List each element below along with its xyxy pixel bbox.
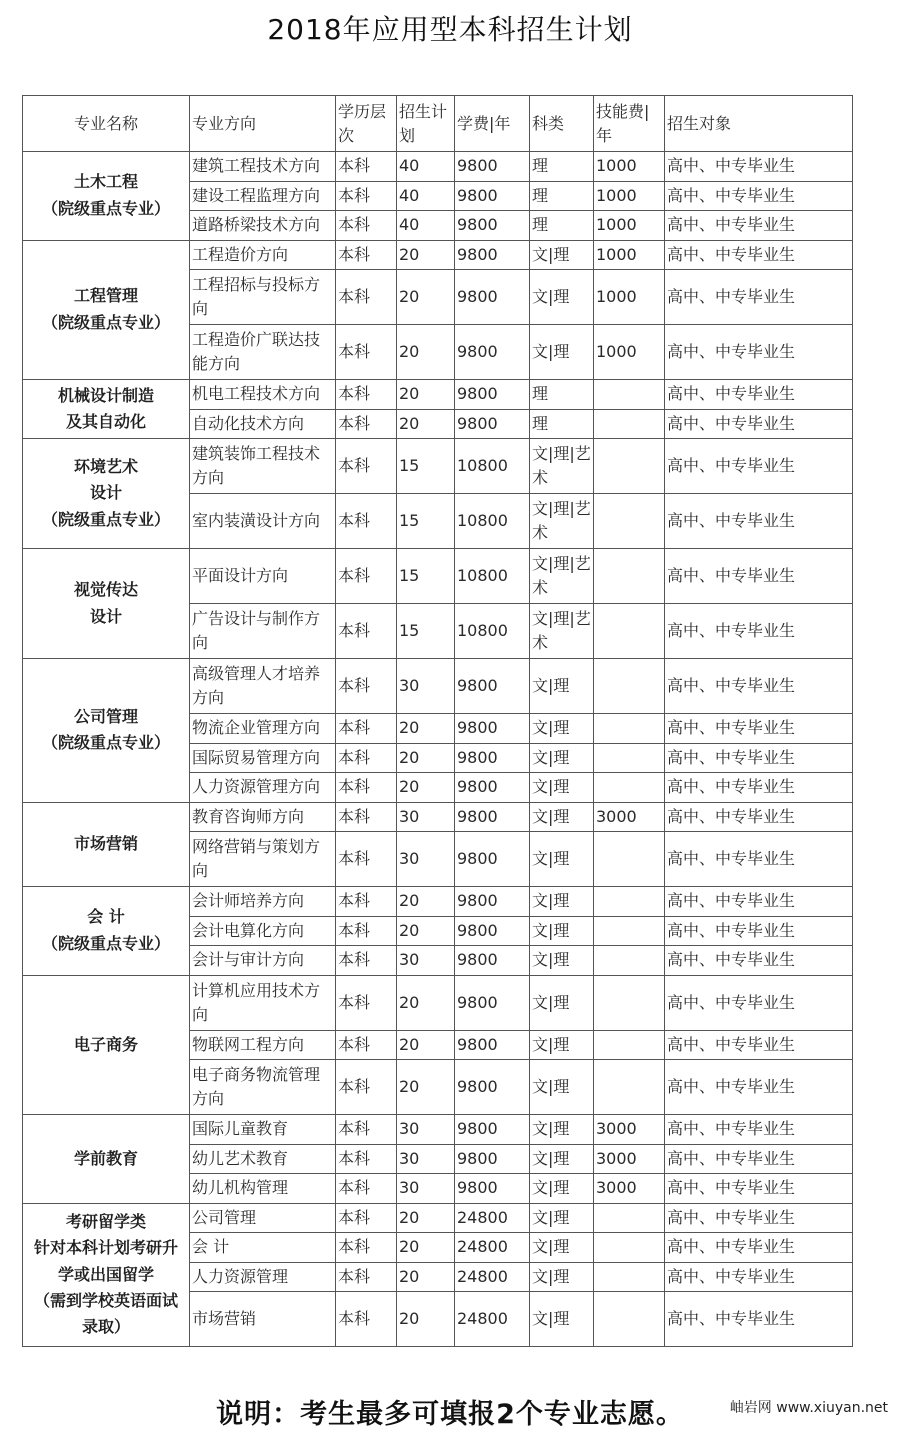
- cell-skill-fee: [594, 1203, 665, 1233]
- cell-direction: 计算机应用技术方向: [190, 975, 336, 1030]
- cell-level: 本科: [336, 887, 397, 917]
- cell-level: 本科: [336, 494, 397, 549]
- major-name-line: 考研留学类: [65, 1211, 146, 1231]
- cell-quota: 20: [397, 1030, 455, 1060]
- enrollment-plan-table: [22, 95, 853, 1347]
- cell-target: 高中、中专毕业生: [665, 152, 853, 182]
- cell-target: 高中、中专毕业生: [665, 604, 853, 659]
- cell-direction: 电子商务物流管理方向: [190, 1060, 336, 1115]
- cell-category: 文|理: [530, 975, 594, 1030]
- table-row: [23, 549, 853, 604]
- cell-quota: 20: [397, 380, 455, 410]
- cell-target: 高中、中专毕业生: [665, 549, 853, 604]
- watermark: 岫岩网 www.xiuyan.net: [729, 1400, 888, 1416]
- cell-fee: 9800: [455, 946, 530, 976]
- major-name-line: 设计: [89, 483, 122, 503]
- cell-level: 本科: [336, 1203, 397, 1233]
- cell-direction: 公司管理: [190, 1203, 336, 1233]
- cell-quota: 20: [397, 325, 455, 380]
- cell-fee: 9800: [455, 270, 530, 325]
- major-name-line: （院级重点专业）: [41, 198, 170, 218]
- cell-category: 理: [530, 380, 594, 410]
- cell-target: 高中、中专毕业生: [665, 887, 853, 917]
- cell-target: 高中、中专毕业生: [665, 832, 853, 887]
- cell-category: 理: [530, 181, 594, 211]
- header-major: 专业名称: [23, 96, 190, 152]
- cell-target: 高中、中专毕业生: [665, 1174, 853, 1204]
- cell-fee: 9800: [455, 832, 530, 887]
- major-name-line: （院级重点专业）: [41, 509, 170, 529]
- cell-level: 本科: [336, 325, 397, 380]
- major-name-line: 机械设计制造: [57, 385, 154, 405]
- cell-category: 理: [530, 152, 594, 182]
- cell-fee: 10800: [455, 604, 530, 659]
- cell-category: 文|理: [530, 773, 594, 803]
- cell-direction: 建筑工程技术方向: [190, 152, 336, 182]
- cell-fee: 24800: [455, 1233, 530, 1263]
- cell-direction: 自动化技术方向: [190, 409, 336, 439]
- cell-major-name: [23, 1203, 190, 1347]
- cell-category: 文|理: [530, 1233, 594, 1263]
- cell-fee: 9800: [455, 1174, 530, 1204]
- cell-level: 本科: [336, 1262, 397, 1292]
- major-name-line: 工程管理: [73, 286, 138, 306]
- header-skill-fee: 技能费|年: [594, 96, 665, 152]
- cell-category: 理: [530, 409, 594, 439]
- major-name-line: 设计: [89, 606, 122, 626]
- cell-skill-fee: 3000: [594, 1115, 665, 1145]
- cell-quota: 20: [397, 1203, 455, 1233]
- cell-level: 本科: [336, 439, 397, 494]
- major-name-line: 学前教育: [73, 1148, 138, 1168]
- table-row: [23, 975, 853, 1030]
- cell-skill-fee: 1000: [594, 152, 665, 182]
- cell-direction: 工程造价方向: [190, 240, 336, 270]
- cell-skill-fee: [594, 1060, 665, 1115]
- cell-category: 文|理: [530, 1203, 594, 1233]
- cell-category: 文|理: [530, 802, 594, 832]
- cell-direction: 会 计: [190, 1233, 336, 1263]
- cell-level: 本科: [336, 773, 397, 803]
- cell-level: 本科: [336, 714, 397, 744]
- table-header-row: [23, 96, 853, 152]
- cell-major-name: [23, 549, 190, 659]
- cell-skill-fee: [594, 743, 665, 773]
- cell-fee: 9800: [455, 409, 530, 439]
- cell-level: 本科: [336, 380, 397, 410]
- cell-major-name: [23, 975, 190, 1115]
- cell-quota: 20: [397, 916, 455, 946]
- cell-direction: 人力资源管理: [190, 1262, 336, 1292]
- cell-fee: 10800: [455, 439, 530, 494]
- cell-target: 高中、中专毕业生: [665, 181, 853, 211]
- cell-skill-fee: [594, 439, 665, 494]
- table-row: [23, 152, 853, 182]
- cell-direction: 道路桥梁技术方向: [190, 211, 336, 241]
- cell-major-name: [23, 152, 190, 241]
- cell-quota: 15: [397, 439, 455, 494]
- cell-level: 本科: [336, 916, 397, 946]
- cell-skill-fee: [594, 1233, 665, 1263]
- major-name-line: （院级重点专业）: [41, 733, 170, 753]
- cell-target: 高中、中专毕业生: [665, 743, 853, 773]
- cell-direction: 室内装潢设计方向: [190, 494, 336, 549]
- cell-target: 高中、中专毕业生: [665, 773, 853, 803]
- cell-direction: 会计与审计方向: [190, 946, 336, 976]
- cell-direction: 市场营销: [190, 1292, 336, 1347]
- cell-major-name: [23, 887, 190, 976]
- cell-category: 文|理|艺术: [530, 439, 594, 494]
- cell-level: 本科: [336, 409, 397, 439]
- cell-target: 高中、中专毕业生: [665, 1030, 853, 1060]
- cell-skill-fee: [594, 549, 665, 604]
- cell-target: 高中、中专毕业生: [665, 1292, 853, 1347]
- cell-quota: 30: [397, 832, 455, 887]
- cell-category: 文|理: [530, 714, 594, 744]
- cell-level: 本科: [336, 181, 397, 211]
- table-row: [23, 887, 853, 917]
- cell-category: 文|理: [530, 270, 594, 325]
- cell-target: 高中、中专毕业生: [665, 659, 853, 714]
- cell-skill-fee: 1000: [594, 270, 665, 325]
- cell-fee: 9800: [455, 380, 530, 410]
- table-row: [23, 1203, 853, 1233]
- cell-fee: 9800: [455, 975, 530, 1030]
- cell-direction: 幼儿艺术教育: [190, 1144, 336, 1174]
- cell-fee: 9800: [455, 659, 530, 714]
- cell-direction: 物联网工程方向: [190, 1030, 336, 1060]
- cell-direction: 国际儿童教育: [190, 1115, 336, 1145]
- footnote: 说明：考生最多可填报2个专业志愿。: [216, 1399, 684, 1430]
- cell-quota: 20: [397, 1060, 455, 1115]
- cell-fee: 9800: [455, 325, 530, 380]
- cell-target: 高中、中专毕业生: [665, 380, 853, 410]
- cell-direction: 平面设计方向: [190, 549, 336, 604]
- cell-level: 本科: [336, 1292, 397, 1347]
- cell-quota: 30: [397, 1144, 455, 1174]
- cell-quota: 30: [397, 1174, 455, 1204]
- cell-level: 本科: [336, 1115, 397, 1145]
- cell-direction: 建筑装饰工程技术方向: [190, 439, 336, 494]
- cell-quota: 20: [397, 743, 455, 773]
- cell-level: 本科: [336, 1174, 397, 1204]
- cell-fee: 9800: [455, 1144, 530, 1174]
- cell-target: 高中、中专毕业生: [665, 1233, 853, 1263]
- cell-major-name: [23, 240, 190, 380]
- cell-skill-fee: 1000: [594, 240, 665, 270]
- cell-quota: 20: [397, 1262, 455, 1292]
- cell-quota: 20: [397, 714, 455, 744]
- cell-category: 文|理: [530, 325, 594, 380]
- cell-category: 文|理: [530, 240, 594, 270]
- cell-fee: 10800: [455, 494, 530, 549]
- cell-skill-fee: [594, 494, 665, 549]
- cell-target: 高中、中专毕业生: [665, 240, 853, 270]
- major-name-line: 环境艺术: [73, 456, 138, 476]
- cell-skill-fee: 3000: [594, 1174, 665, 1204]
- cell-direction: 工程招标与投标方向: [190, 270, 336, 325]
- cell-fee: 9800: [455, 1060, 530, 1115]
- cell-skill-fee: 1000: [594, 211, 665, 241]
- cell-quota: 20: [397, 1233, 455, 1263]
- cell-level: 本科: [336, 1233, 397, 1263]
- cell-fee: 10800: [455, 549, 530, 604]
- cell-quota: 40: [397, 211, 455, 241]
- cell-category: 文|理: [530, 659, 594, 714]
- major-name-line: 针对本科计划考研升: [33, 1238, 178, 1258]
- cell-category: 文|理: [530, 916, 594, 946]
- cell-fee: 9800: [455, 1115, 530, 1145]
- cell-target: 高中、中专毕业生: [665, 1262, 853, 1292]
- cell-skill-fee: [594, 380, 665, 410]
- cell-quota: 20: [397, 975, 455, 1030]
- cell-quota: 20: [397, 270, 455, 325]
- cell-category: 文|理: [530, 1115, 594, 1145]
- major-name-line: （院级重点专业）: [41, 933, 170, 953]
- cell-target: 高中、中专毕业生: [665, 975, 853, 1030]
- cell-fee: 24800: [455, 1262, 530, 1292]
- cell-category: 文|理: [530, 1060, 594, 1115]
- major-name-line: 市场营销: [73, 834, 138, 854]
- cell-skill-fee: [594, 916, 665, 946]
- cell-direction: 物流企业管理方向: [190, 714, 336, 744]
- major-name-line: 土木工程: [73, 172, 138, 192]
- header-level: 学历层次: [336, 96, 397, 152]
- table-row: [23, 659, 853, 714]
- header-target: 招生对象: [665, 96, 853, 152]
- cell-direction: 建设工程监理方向: [190, 181, 336, 211]
- cell-fee: 9800: [455, 714, 530, 744]
- header-category: 科类: [530, 96, 594, 152]
- cell-direction: 会计电算化方向: [190, 916, 336, 946]
- cell-quota: 40: [397, 181, 455, 211]
- cell-level: 本科: [336, 1144, 397, 1174]
- cell-level: 本科: [336, 802, 397, 832]
- cell-quota: 30: [397, 802, 455, 832]
- cell-skill-fee: [594, 604, 665, 659]
- cell-direction: 网络营销与策划方向: [190, 832, 336, 887]
- cell-target: 高中、中专毕业生: [665, 1060, 853, 1115]
- page-title: 2018年应用型本科招生计划: [267, 13, 633, 46]
- major-name-line: 及其自动化: [65, 412, 146, 431]
- cell-skill-fee: [594, 887, 665, 917]
- cell-level: 本科: [336, 152, 397, 182]
- cell-skill-fee: [594, 832, 665, 887]
- cell-quota: 40: [397, 152, 455, 182]
- cell-skill-fee: [594, 1292, 665, 1347]
- cell-quota: 20: [397, 240, 455, 270]
- cell-target: 高中、中专毕业生: [665, 714, 853, 744]
- cell-quota: 20: [397, 409, 455, 439]
- major-name-line: 公司管理: [73, 706, 138, 726]
- cell-skill-fee: [594, 1030, 665, 1060]
- cell-category: 文|理: [530, 1262, 594, 1292]
- cell-skill-fee: [594, 1262, 665, 1292]
- cell-level: 本科: [336, 211, 397, 241]
- cell-level: 本科: [336, 832, 397, 887]
- cell-target: 高中、中专毕业生: [665, 1115, 853, 1145]
- cell-skill-fee: [594, 975, 665, 1030]
- cell-quota: 30: [397, 946, 455, 976]
- cell-target: 高中、中专毕业生: [665, 1203, 853, 1233]
- cell-fee: 9800: [455, 887, 530, 917]
- cell-fee: 9800: [455, 152, 530, 182]
- cell-target: 高中、中专毕业生: [665, 1144, 853, 1174]
- cell-direction: 高级管理人才培养方向: [190, 659, 336, 714]
- header-fee: 学费|年: [455, 96, 530, 152]
- cell-quota: 30: [397, 659, 455, 714]
- table-row: [23, 1115, 853, 1145]
- cell-target: 高中、中专毕业生: [665, 946, 853, 976]
- cell-category: 文|理: [530, 1292, 594, 1347]
- cell-fee: 9800: [455, 916, 530, 946]
- cell-category: 文|理: [530, 1144, 594, 1174]
- table-row: [23, 802, 853, 832]
- cell-fee: 24800: [455, 1292, 530, 1347]
- cell-skill-fee: 1000: [594, 325, 665, 380]
- cell-skill-fee: [594, 659, 665, 714]
- cell-skill-fee: [594, 409, 665, 439]
- cell-category: 文|理|艺术: [530, 604, 594, 659]
- cell-skill-fee: 3000: [594, 802, 665, 832]
- header-quota: 招生计划: [397, 96, 455, 152]
- cell-skill-fee: 1000: [594, 181, 665, 211]
- cell-major-name: [23, 439, 190, 549]
- cell-quota: 30: [397, 1115, 455, 1145]
- cell-target: 高中、中专毕业生: [665, 211, 853, 241]
- cell-level: 本科: [336, 240, 397, 270]
- cell-level: 本科: [336, 604, 397, 659]
- cell-level: 本科: [336, 743, 397, 773]
- cell-quota: 15: [397, 604, 455, 659]
- cell-target: 高中、中专毕业生: [665, 494, 853, 549]
- cell-direction: 人力资源管理方向: [190, 773, 336, 803]
- cell-category: 文|理: [530, 832, 594, 887]
- major-name-line: 学或出国留学: [57, 1264, 154, 1284]
- cell-skill-fee: [594, 714, 665, 744]
- cell-category: 文|理|艺术: [530, 549, 594, 604]
- cell-major-name: [23, 802, 190, 887]
- major-name-line: 视觉传达: [73, 580, 138, 600]
- table-row: [23, 380, 853, 410]
- cell-direction: 广告设计与制作方向: [190, 604, 336, 659]
- table-body: [23, 152, 853, 1347]
- cell-skill-fee: [594, 946, 665, 976]
- cell-level: 本科: [336, 549, 397, 604]
- cell-fee: 9800: [455, 240, 530, 270]
- cell-category: 文|理: [530, 946, 594, 976]
- cell-fee: 9800: [455, 773, 530, 803]
- cell-fee: 9800: [455, 802, 530, 832]
- major-name-line: 会 计: [87, 907, 125, 927]
- cell-level: 本科: [336, 1060, 397, 1115]
- major-name-line: （需到学校英语面试: [33, 1290, 178, 1310]
- cell-level: 本科: [336, 946, 397, 976]
- cell-quota: 20: [397, 773, 455, 803]
- cell-level: 本科: [336, 270, 397, 325]
- cell-target: 高中、中专毕业生: [665, 439, 853, 494]
- cell-target: 高中、中专毕业生: [665, 916, 853, 946]
- header-direction: 专业方向: [190, 96, 336, 152]
- cell-category: 文|理: [530, 1174, 594, 1204]
- cell-category: 文|理: [530, 1030, 594, 1060]
- cell-major-name: [23, 1115, 190, 1204]
- cell-category: 文|理: [530, 887, 594, 917]
- cell-major-name: [23, 659, 190, 803]
- cell-category: 理: [530, 211, 594, 241]
- cell-quota: 15: [397, 494, 455, 549]
- cell-direction: 教育咨询师方向: [190, 802, 336, 832]
- cell-skill-fee: 3000: [594, 1144, 665, 1174]
- cell-direction: 机电工程技术方向: [190, 380, 336, 410]
- cell-direction: 工程造价广联达技能方向: [190, 325, 336, 380]
- cell-target: 高中、中专毕业生: [665, 325, 853, 380]
- major-name-line: 电子商务: [73, 1034, 138, 1054]
- cell-fee: 9800: [455, 743, 530, 773]
- cell-fee: 24800: [455, 1203, 530, 1233]
- table-row: [23, 240, 853, 270]
- major-name-line: 录取）: [81, 1317, 130, 1337]
- cell-target: 高中、中专毕业生: [665, 409, 853, 439]
- cell-category: 文|理|艺术: [530, 494, 594, 549]
- cell-target: 高中、中专毕业生: [665, 802, 853, 832]
- table-row: [23, 439, 853, 494]
- cell-fee: 9800: [455, 1030, 530, 1060]
- cell-quota: 20: [397, 887, 455, 917]
- cell-category: 文|理: [530, 743, 594, 773]
- cell-level: 本科: [336, 1030, 397, 1060]
- cell-direction: 国际贸易管理方向: [190, 743, 336, 773]
- cell-level: 本科: [336, 975, 397, 1030]
- cell-direction: 幼儿机构管理: [190, 1174, 336, 1204]
- cell-major-name: [23, 380, 190, 439]
- cell-target: 高中、中专毕业生: [665, 270, 853, 325]
- cell-quota: 20: [397, 1292, 455, 1347]
- cell-level: 本科: [336, 659, 397, 714]
- cell-fee: 9800: [455, 211, 530, 241]
- cell-fee: 9800: [455, 181, 530, 211]
- major-name-line: （院级重点专业）: [41, 312, 170, 332]
- cell-skill-fee: [594, 773, 665, 803]
- cell-direction: 会计师培养方向: [190, 887, 336, 917]
- cell-quota: 15: [397, 549, 455, 604]
